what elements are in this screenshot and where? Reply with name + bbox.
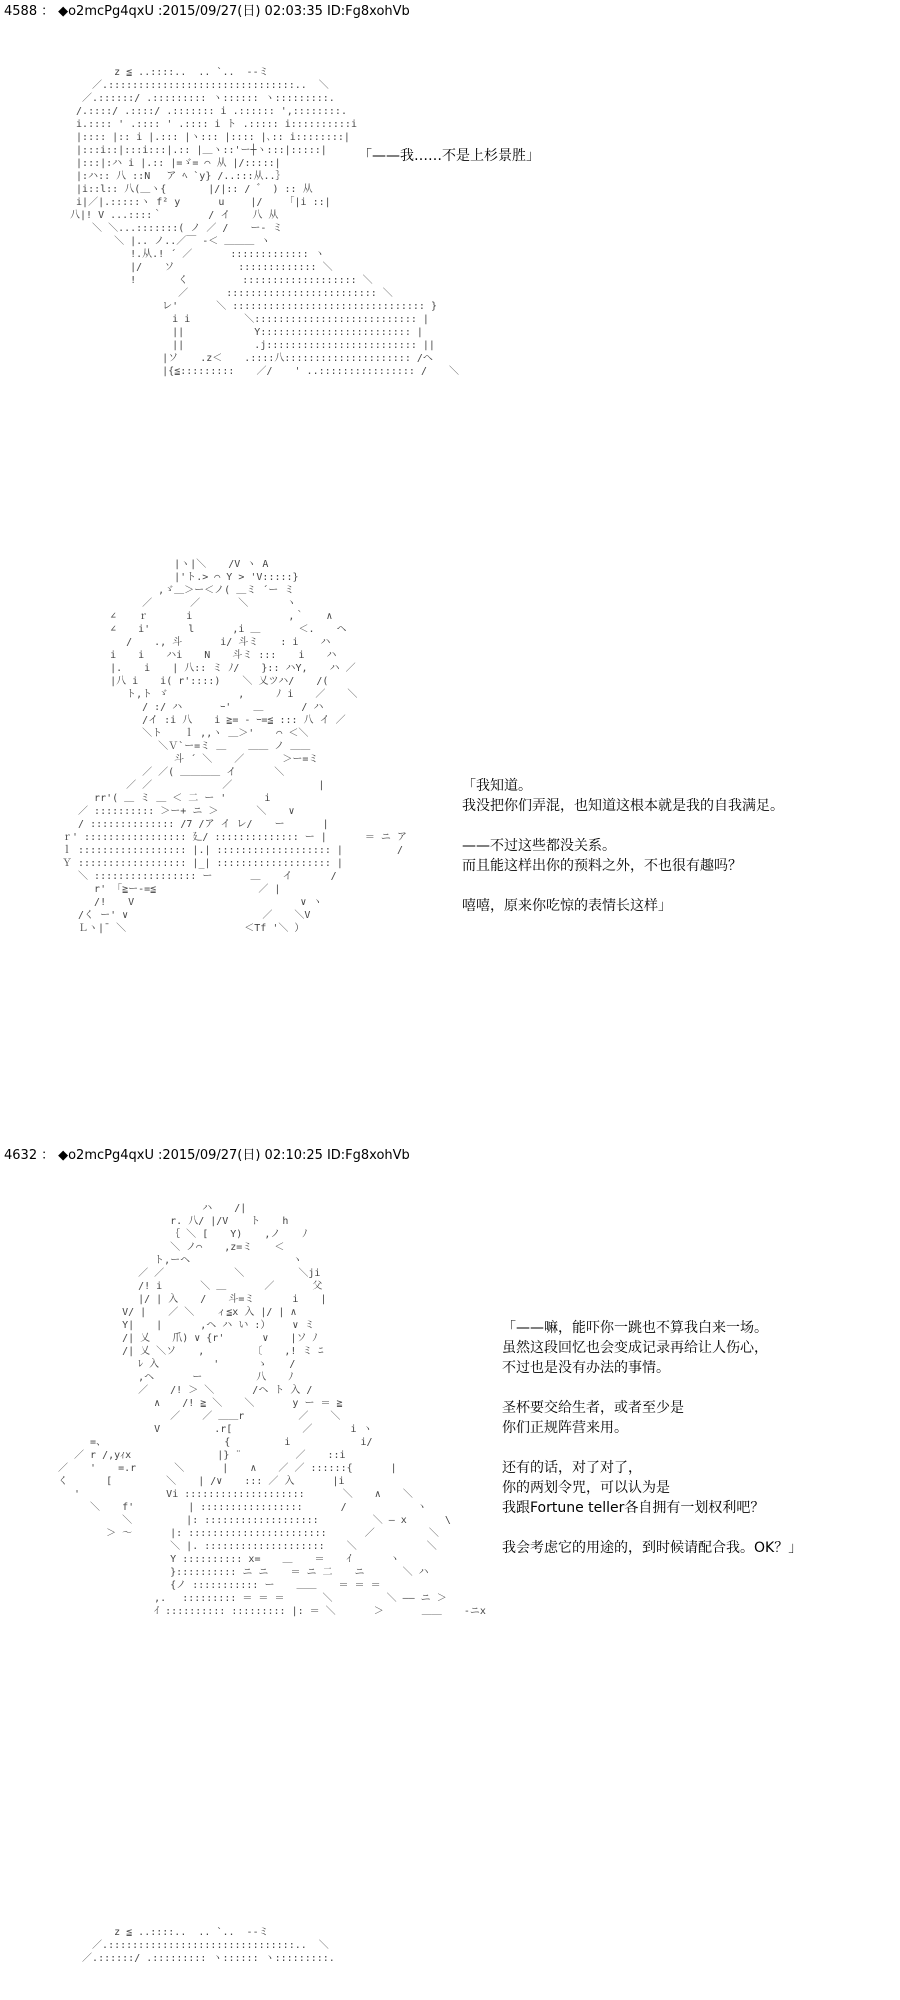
post-header — [4, 4, 414, 20]
dialogue-line — [462, 876, 784, 896]
post-number: 4632 — [4, 1148, 38, 1163]
dialogue-line — [502, 1518, 802, 1538]
dialogue-line: ——不过这些都没关系。 — [462, 838, 616, 854]
dialogue-line — [502, 1438, 802, 1458]
dialogue-line: 「我知道。 — [462, 778, 532, 794]
dialogue-line: 嘻嘻，原来你吃惊的表情长这样」 — [462, 898, 672, 914]
dialogue-line: 我会考虑它的用途的，到时候请配合我。OK？」 — [502, 1540, 803, 1556]
poster-id: ID:Fg8xohVb — [326, 4, 410, 19]
post-header — [4, 1148, 414, 1164]
ascii-art-girl-4: z ≦ ..::::.. .. `.. --ミ ／.:::::::::::::::::::::::::::::::.. ＼ ／.::::::/ .::::::::: ヽ:::::: ヽ:::::::::. — [82, 1927, 335, 1964]
dialogue-line: 我没把你们弄混，也知道这根本就是我的自我满足。 — [462, 798, 784, 814]
dialogue-line — [462, 816, 784, 836]
poster-name: ◆o2mcPg4qxU — [58, 1148, 154, 1163]
dialogue-line: 你的两划令咒，可以认为是 — [502, 1480, 670, 1496]
dialogue-line: 「——嘛，能吓你一跳也不算我白来一场。 — [502, 1320, 768, 1336]
dialogue-line: 「——我……不是上杉景胜」 — [358, 148, 540, 164]
dialogue-line: 不过也是没有办法的事情。 — [502, 1360, 670, 1376]
dialogue-line — [502, 1378, 802, 1398]
poster-id: ID:Fg8xohVb — [326, 1148, 410, 1163]
ascii-art-girl-1: z ≦ ..::::.. .. `.. --ミ ／.:::::::::::::::::::::::::::::::.. ＼ ／.::::::/ .::::::::: ヽ:::::: ヽ:::::::::. /.::::/ .::::/ .::::::: i .:::::: ',::::::::. i.:::: ' .:::: ' .:::: i ト .::::: i::::::::::i |:::: |:: i |.::: |ヽ::: |:::: |､:: i::::::::| |:::i::|:::i:::|.:: |＿ヽ::'ー┼ヽ:::|:::::| |:::|:ハ i |.:: |=ゞ= ⌒ 从 |/:::::| |:ハ:: 八 ::N ア ﾍ `y} /..:::从..｝ |i::l:: 八(＿ヽ{ |/|:: / ゛ ) :: 从 i|／|.:::::ヽ f² y u |/ 「|i ::| 八|! V ...::::｀ / イ 八 从 ＼ ＼...:::::::( ノ ／ / ー‐ ミ ＼ |.. ノ..／￣ ‐＜ ＿＿＿ ヽ !.从.! ´ ／ ::::::::::::: ヽ |/ ソ ::::::::::::: ＼ ! く ::::::::::::::::::: ＼ ／ ::::::::::::::::::::::::: ＼ レ' ＼ :::::::::::::::::::::::::::::::: } i i ＼::::::::::::::::::::::::::: | || Y::::::::::::::::::::::::: | || .j::::::::::::::::::::::::: || |ソ .z＜ .::::八::::::::::::::::::::: /へ |{≦::::::::: ／/ ' ..:::::::::::::::: / ＼ — [70, 67, 460, 377]
post-datetime: :2015/09/27(日) 02:10:25 — [157, 1148, 323, 1163]
dialogue-line: 虽然这段回忆也会变成记录再给让人伤心， — [502, 1340, 768, 1356]
dialogue-line: 你们正规阵营来用。 — [502, 1420, 628, 1436]
dialogue-line: 我跟Fortune teller各自拥有一划权利吧？ — [502, 1500, 765, 1516]
dialogue-line: 还有的话，对了对了， — [502, 1460, 642, 1476]
dialogue-2 — [462, 776, 784, 916]
dialogue-line: 而且能这样出你的预料之外，不也很有趣吗？ — [462, 858, 742, 874]
poster-name: ◆o2mcPg4qxU — [58, 4, 154, 19]
post-separator: ： — [41, 1148, 55, 1163]
ascii-art-girl-2: |ヽ|＼ /V ヽ A |'ト.> ⌒ Y > 'V:::::} ,ゞ＿＞ー＜ノ( ＿ミ ´ー ミ ／ ／ ＼ ヽ ∠ ｒ i ,｀ ∧ ∠ i' l ,i ＿ ＜. ヘ / ., 斗 i/ 斗ミ : i ハ i i ハi N 斗ミ ::: i ハ |. i | 八:: ミ ﾉ/ }:: ハY, ハ ／ |八 i i( r'::::) ＼ 乂ツハ/ /( ト,ト ゞ , ﾉ i ／ ＼ / :/ ハ ｰ' ＿ / ハ /イ :i 八 i ≧= ‐ ｰ=≦ ::: 八 イ ／ ＼ト ｌ ,,ヽ ＿＞' ⌒ ＜＼ ＼Ｖ`ー=ミ ＿ ＿＿ ノ ＿＿ 斗 ´ ＼ ／ ＞ー=ミ ／ ／( ＿＿＿＿ イ ＼ ／ ／ ／ | rr'( ＿ ミ ＿ ＜ 二 ー ' i ／ :::::::::: ＞ー+ ニ ＞ ＼ ∨ / :::::::::::::: /7 /ア イ レ/ ー | ｒ' ::::::::::::::::: 廴/ :::::::::::::: ー | ＝ ニ ア ｌ :::::::::::::::::: |.| ::::::::::::::::::: | / Ｙ :::::::::::::::::: |_| ::::::::::::::::::: | ＼ ::::::::::::::::: ー ＿ イ / r' 「≧ー‐=≦ ／ | /! V ∨ ヽ /く ー' ∨ ／ ＼V Ｌヽ|¯ ＼ ＜Tf '＼ ） — [62, 559, 407, 934]
post-separator: ： — [41, 4, 55, 19]
dialogue-1 — [358, 146, 540, 166]
dialogue-line: 圣杯要交给生者，或者至少是 — [502, 1400, 684, 1416]
ascii-art-girl-3: ハ /| r. 八/ |/V ト h ｛ ＼ [ Y) ,ノ ﾉ ＼ ノ⌒ ,z=ミ ＜ ト,ーヘ ヽ ／ ／ ＼ ＼ji /! i ＼ ＿ ／ 父 |/ | 入 / 斗=ミ i | V/ | ／ ＼ ィ≦x 入 |/ | ∧ Y| | ,ヘ ハ い :） ∨ ミ /| 乂 爪) ∨ {r' ∨ |ソ ﾉ /| 乂 ＼ソ , 〔 ,! ミ ﾆ ﾚ 入 ' ゝ / ,ヘ ー 八 ﾉ ／ /! ＞ ＼ /ヘ ト 入 / ∧ /! ≧ ＼ ＼ y ー ＝ ≧ ／ ／ ＿＿r ／ ＼ V .r[ ／ i ヽ =、 { i i/ ／ r /,yｨx |} ¨ ／ ::i ／ ' =.r ＼ | ∧ ／ ／ ::::::{ | く [ ＼ | /∨ ::: ／ 入 |i ' Vi :::::::::::::::::::: ＼ ∧ ＼ ＼ f' | ::::::::::::::::: / ヽ ＼ |: ::::::::::::::::::: ＼ ― x \ ＞ ～ |: ::::::::::::::::::::::: ／ ＼ ＼ |. :::::::::::::::::::: ＼ ＼ Y :::::::::: x= ＿ ＝ ｲ ヽ }:::::::::: ニ ニ ＝ ニ 二 ニ ＼ ハ {ノ ::::::::::: ー ＿＿ ＝ ＝ ＝ ,. ::::::::: ＝ ＝ ＝ ＼ ＼ ―― ニ ＞ ｲ :::::::::: ::::::::: |: ＝ ＼ ＞ ＿＿ ‐ニx — [58, 1203, 486, 1617]
post-number: 4588 — [4, 4, 38, 19]
post-datetime: :2015/09/27(日) 02:03:35 — [157, 4, 323, 19]
dialogue-3 — [502, 1318, 802, 1558]
